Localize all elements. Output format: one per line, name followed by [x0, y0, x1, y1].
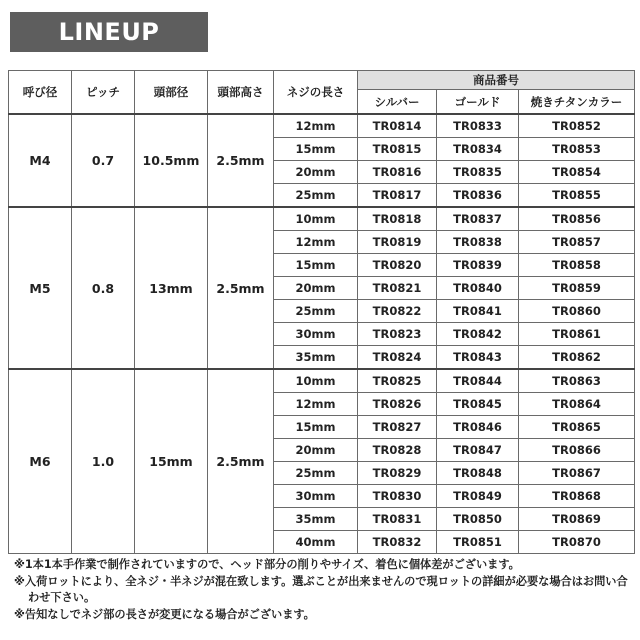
header-gold: ゴールド — [437, 90, 519, 115]
length-cell: 10mm — [274, 207, 358, 231]
length-cell: 12mm — [274, 393, 358, 416]
length-cell: 25mm — [274, 184, 358, 208]
size-cell: M5 — [9, 207, 72, 369]
gold-code-cell: TR0840 — [437, 277, 519, 300]
table-header — [9, 71, 635, 115]
head-diameter-cell: 15mm — [135, 369, 208, 554]
head-height-cell: 2.5mm — [208, 369, 274, 554]
silver-code-cell: TR0816 — [358, 161, 437, 184]
silver-code-cell: TR0817 — [358, 184, 437, 208]
silver-code-cell: TR0821 — [358, 277, 437, 300]
gold-code-cell: TR0849 — [437, 485, 519, 508]
length-cell: 15mm — [274, 416, 358, 439]
note-line: ※1本1本手作業で制作されていますので、ヘッド部分の削りやサイズ、着色に個体差がございます。 — [14, 558, 520, 571]
silver-code-cell: TR0828 — [358, 439, 437, 462]
header-length: ネジの長さ — [274, 71, 358, 115]
silver-code-cell: TR0832 — [358, 531, 437, 554]
gold-code-cell: TR0850 — [437, 508, 519, 531]
silver-code-cell: TR0823 — [358, 323, 437, 346]
silver-code-cell: TR0831 — [358, 508, 437, 531]
burnt-titanium-code-cell: TR0862 — [519, 346, 635, 370]
burnt-titanium-code-cell: TR0859 — [519, 277, 635, 300]
lineup-banner — [10, 12, 208, 52]
note-line: ※告知なしでネジ部の長さが変更になる場合がございます。 — [14, 607, 315, 621]
burnt-titanium-code-cell: TR0853 — [519, 138, 635, 161]
gold-code-cell: TR0837 — [437, 207, 519, 231]
length-cell: 25mm — [274, 462, 358, 485]
size-cell: M4 — [9, 114, 72, 207]
burnt-titanium-code-cell: TR0866 — [519, 439, 635, 462]
table-row — [9, 114, 635, 138]
burnt-titanium-code-cell: TR0852 — [519, 114, 635, 138]
size-group-m4 — [9, 114, 635, 207]
notes — [14, 557, 634, 623]
silver-code-cell: TR0814 — [358, 114, 437, 138]
length-cell: 25mm — [274, 300, 358, 323]
header-product-number: 商品番号 — [358, 71, 635, 90]
gold-code-cell: TR0836 — [437, 184, 519, 208]
banner-title: LINEUP — [58, 18, 160, 46]
silver-code-cell: TR0824 — [358, 346, 437, 370]
silver-code-cell: TR0820 — [358, 254, 437, 277]
pitch-cell: 1.0 — [72, 369, 135, 554]
gold-code-cell: TR0844 — [437, 369, 519, 393]
silver-code-cell: TR0815 — [358, 138, 437, 161]
burnt-titanium-code-cell: TR0860 — [519, 300, 635, 323]
table-row — [9, 369, 635, 393]
burnt-titanium-code-cell: TR0858 — [519, 254, 635, 277]
head-height-cell: 2.5mm — [208, 114, 274, 207]
gold-code-cell: TR0841 — [437, 300, 519, 323]
size-group-m6 — [9, 369, 635, 554]
length-cell: 35mm — [274, 346, 358, 370]
lineup-table — [8, 70, 635, 554]
length-cell: 30mm — [274, 323, 358, 346]
burnt-titanium-code-cell: TR0864 — [519, 393, 635, 416]
burnt-titanium-code-cell: TR0870 — [519, 531, 635, 554]
gold-code-cell: TR0842 — [437, 323, 519, 346]
header-head-height: 頭部高さ — [208, 71, 274, 115]
gold-code-cell: TR0843 — [437, 346, 519, 370]
silver-code-cell: TR0818 — [358, 207, 437, 231]
gold-code-cell: TR0846 — [437, 416, 519, 439]
header-silver: シルバー — [358, 90, 437, 115]
note-line: ※入荷ロットにより、全ネジ・半ネジが混在致します。選ぶことが出来ませんので現ロットの詳細が必要な場合はお問い合わせ下さい。 — [14, 574, 628, 604]
gold-code-cell: TR0847 — [437, 439, 519, 462]
burnt-titanium-code-cell: TR0865 — [519, 416, 635, 439]
burnt-titanium-code-cell: TR0856 — [519, 207, 635, 231]
length-cell: 15mm — [274, 254, 358, 277]
length-cell: 20mm — [274, 439, 358, 462]
length-cell: 20mm — [274, 277, 358, 300]
header-pitch: ピッチ — [72, 71, 135, 115]
head-diameter-cell: 13mm — [135, 207, 208, 369]
burnt-titanium-code-cell: TR0855 — [519, 184, 635, 208]
head-diameter-cell: 10.5mm — [135, 114, 208, 207]
burnt-titanium-code-cell: TR0869 — [519, 508, 635, 531]
burnt-titanium-code-cell: TR0867 — [519, 462, 635, 485]
gold-code-cell: TR0835 — [437, 161, 519, 184]
length-cell: 30mm — [274, 485, 358, 508]
silver-code-cell: TR0825 — [358, 369, 437, 393]
gold-code-cell: TR0834 — [437, 138, 519, 161]
gold-code-cell: TR0848 — [437, 462, 519, 485]
burnt-titanium-code-cell: TR0868 — [519, 485, 635, 508]
silver-code-cell: TR0826 — [358, 393, 437, 416]
burnt-titanium-code-cell: TR0861 — [519, 323, 635, 346]
header-nominal: 呼び径 — [9, 71, 72, 115]
burnt-titanium-code-cell: TR0854 — [519, 161, 635, 184]
length-cell: 10mm — [274, 369, 358, 393]
size-cell: M6 — [9, 369, 72, 554]
pitch-cell: 0.7 — [72, 114, 135, 207]
header-head-diameter: 頭部径 — [135, 71, 208, 115]
length-cell: 20mm — [274, 161, 358, 184]
gold-code-cell: TR0839 — [437, 254, 519, 277]
gold-code-cell: TR0838 — [437, 231, 519, 254]
silver-code-cell: TR0829 — [358, 462, 437, 485]
size-group-m5 — [9, 207, 635, 369]
gold-code-cell: TR0833 — [437, 114, 519, 138]
silver-code-cell: TR0822 — [358, 300, 437, 323]
silver-code-cell: TR0830 — [358, 485, 437, 508]
silver-code-cell: TR0827 — [358, 416, 437, 439]
table-row — [9, 207, 635, 231]
silver-code-cell: TR0819 — [358, 231, 437, 254]
length-cell: 35mm — [274, 508, 358, 531]
head-height-cell: 2.5mm — [208, 207, 274, 369]
pitch-cell: 0.8 — [72, 207, 135, 369]
burnt-titanium-code-cell: TR0863 — [519, 369, 635, 393]
length-cell: 12mm — [274, 231, 358, 254]
length-cell: 12mm — [274, 114, 358, 138]
length-cell: 40mm — [274, 531, 358, 554]
header-burnt-titanium: 焼きチタンカラー — [519, 90, 635, 115]
burnt-titanium-code-cell: TR0857 — [519, 231, 635, 254]
gold-code-cell: TR0851 — [437, 531, 519, 554]
gold-code-cell: TR0845 — [437, 393, 519, 416]
length-cell: 15mm — [274, 138, 358, 161]
